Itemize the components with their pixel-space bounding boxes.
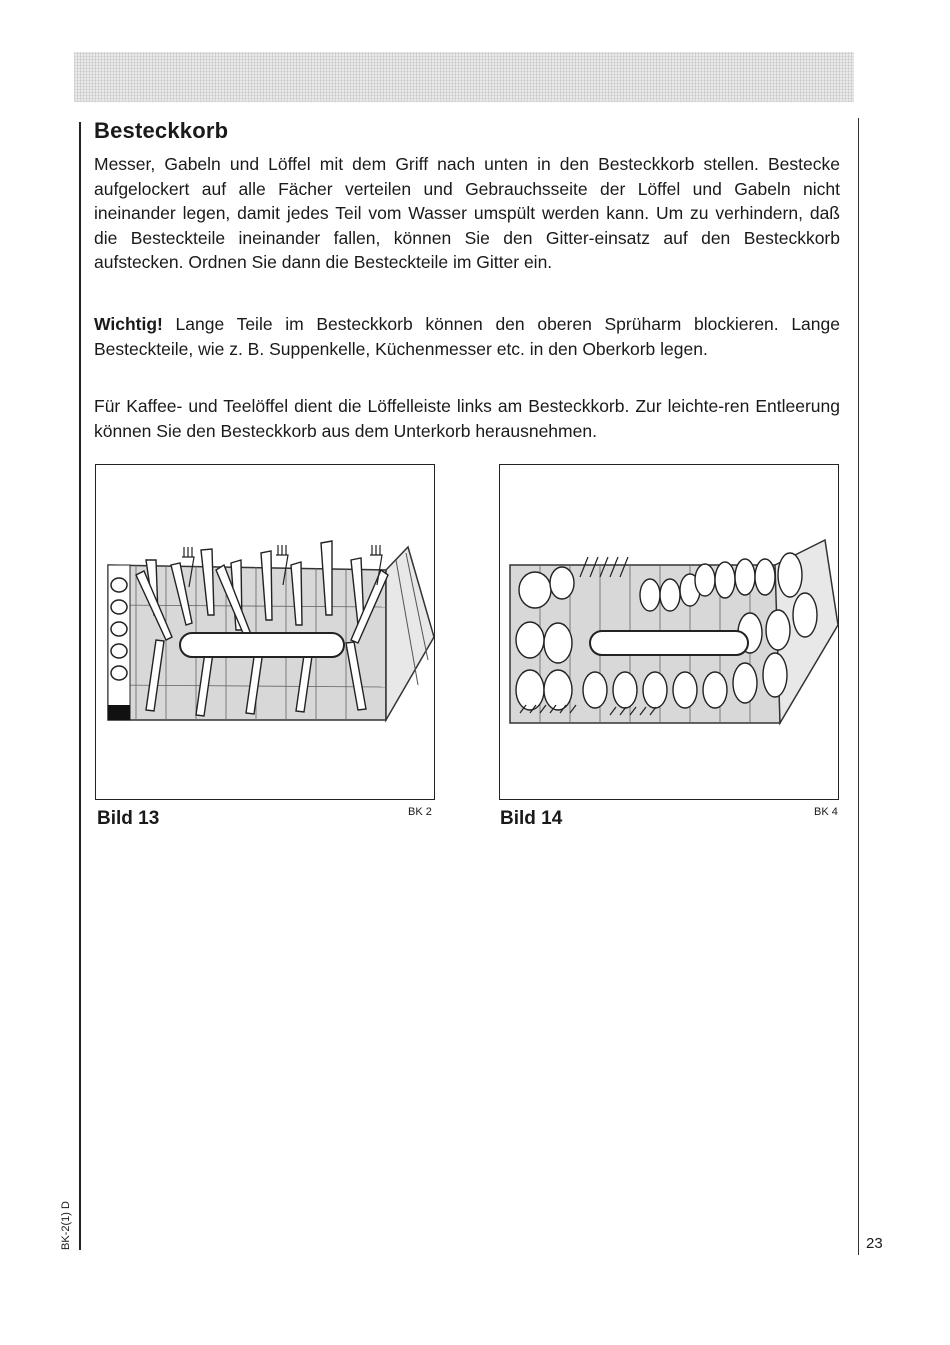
figure-13-code: BK 2 [408,806,432,818]
figure-bild-13 [95,464,435,800]
paragraph-important [94,312,840,361]
paragraph-cutlery-placement: Messer, Gabeln und Löffel mit dem Griff nach unten in den Besteckkorb stellen. Bestecke aufgelockert auf alle Fächer verteilen und Gebrauchsseite der Löffel und Gabeln nicht ineinander legen, damit jedes Teil vom Wasser umspült werden kann. Um zu verhindern, daß die Besteckteile ineinander fallen, können Sie den Gitter-einsatz auf den Besteckkorb aufstecken. Ordnen Sie dann die Besteckteile im Gitter ein. [94,154,840,272]
right-margin-rule [858,118,859,1255]
cutlery-basket-knives-illustration [96,465,436,801]
important-text: Lange Teile im Besteckkorb können den oberen Sprüharm blockieren. Lange Besteckteile, wie z. B. Suppenkelle, Küchenmesser etc. in den Oberkorb legen. [94,314,840,359]
figure-14-caption: Bild 14 [500,808,563,829]
left-margin-rule [79,122,81,1250]
cutlery-basket-spoons-illustration [500,465,840,801]
page-number: 23 [866,1235,883,1252]
important-label: Wichtig! [94,314,163,334]
scan-header-band [74,52,854,102]
figure-14-code: BK 4 [814,806,838,818]
section-title: Besteckkorb [94,118,229,143]
figure-13-caption: Bild 13 [97,808,160,829]
figure-bild-14 [499,464,839,800]
paragraph-spoon-rail: Für Kaffee- und Teelöffel dient die Löffelleiste links am Besteckkorb. Zur leichte-ren Entleerung können Sie den Besteckkorb aus dem Unterkorb herausnehmen. [94,396,840,441]
document-code: BK-2(1) D [60,1201,72,1250]
